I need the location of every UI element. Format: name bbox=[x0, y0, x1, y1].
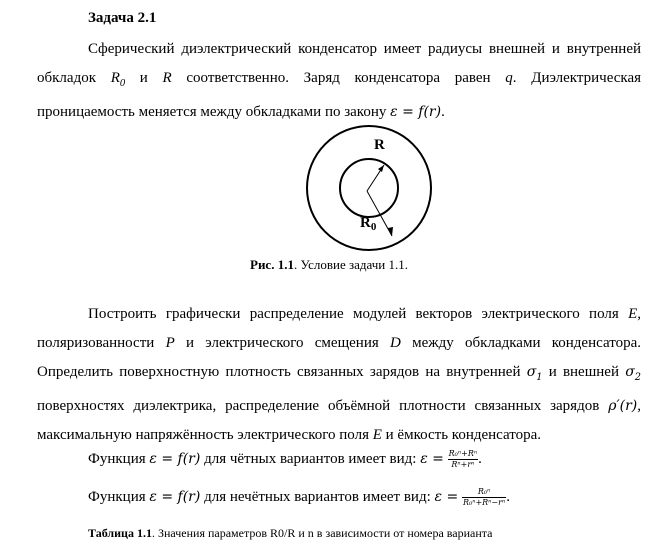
rho-prime: ρ′(r) bbox=[608, 397, 638, 414]
radius-r0-arrowhead bbox=[388, 227, 393, 236]
problem-statement: Сферический диэлектрический конденсатор имеет радиусы внешней и внутренней обкладок $R_0$ и R соответственно. Заряд конденсатора равен q. Диэлектрическая проницаемость меняется между обкладками по закону ε = f(r). bbox=[37, 41, 641, 120]
fraction-even: $\frac{\text{R₀ⁿ+Rⁿ}}{\text{Rⁿ+rⁿ}}$ bbox=[448, 449, 478, 469]
table-caption: Таблица 1.1. Значения параметров R0/R и n в зависимости от номера варианта bbox=[88, 526, 493, 540]
function-odd: Функция ε = f(r) для нечётных вариантов имеет вид: ε = $\frac{\text{R₀ⁿ}}{\text{R₀ⁿ+Rⁿ−rⁿ}}$ . bbox=[88, 487, 510, 507]
problem-title: Задача 2.1 bbox=[88, 10, 157, 26]
function-even: Функция ε = f(r) для чётных вариантов имеет вид: ε = $\frac{\text{R₀ⁿ+Rⁿ}}{\text{Rⁿ+rⁿ}}$ . bbox=[88, 449, 482, 469]
task-text: Построить графически распределение модулей векторов электрического поля E, поляризованности P и электрического смещения D между обкладками конденсатора. Определить поверхностную плотность связанных зарядов на внутренней $\sigma_1$ и внешней $\sigma_2$ поверхностях диэлектрика, распределение объёмной плотности связанных зарядов ρ′(r), максимальную напряжённость электрического поля E и ёмкость конденсатора. bbox=[37, 306, 641, 443]
label-inner-r0: $R_0$ bbox=[360, 215, 377, 233]
epsilon-law: ε = f(r) bbox=[390, 104, 442, 120]
sigma1: $\sigma_1$ bbox=[526, 364, 543, 383]
fraction-odd: $\frac{\text{R₀ⁿ}}{\text{R₀ⁿ+Rⁿ−rⁿ}}$ bbox=[462, 487, 506, 507]
var-r0: $R_0$ bbox=[110, 70, 126, 89]
capacitor-figure bbox=[304, 123, 434, 253]
var-q: q bbox=[505, 70, 513, 86]
statement-text: Сферический диэлектрический конденсатор имеет радиусы внешней и внутренней обкладок bbox=[37, 41, 641, 86]
sigma2: $\sigma_2$ bbox=[625, 364, 641, 383]
figure-caption: Рис. 1.1. Условие задачи 1.1. bbox=[250, 257, 408, 272]
var-r: R bbox=[162, 70, 172, 86]
label-outer-r: R bbox=[374, 137, 385, 153]
radius-r-arrowhead bbox=[378, 165, 384, 172]
